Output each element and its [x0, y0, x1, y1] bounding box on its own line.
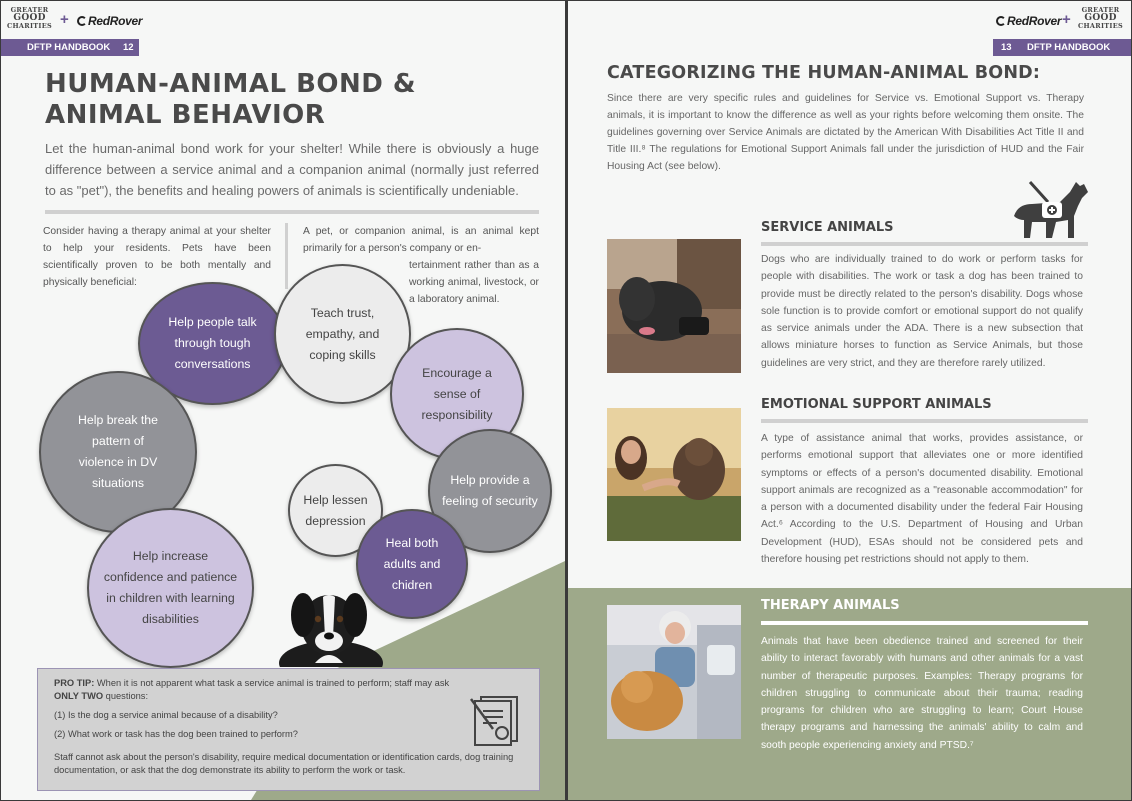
circle-encourage: Encourage a sense of responsibility: [390, 328, 524, 460]
circle-confidence: Help increase confidence and patience in children with learning disabilities: [87, 508, 254, 668]
circle-talk: Help people talk through tough conversations: [138, 282, 287, 405]
question-1: (1) Is the dog a service animal because of a disability?: [54, 710, 278, 720]
page-title: HUMAN-ANIMAL BOND & ANIMAL BEHAVIOR: [45, 69, 417, 130]
left-page: [1, 1, 565, 800]
companion-animal-paragraph-a: A pet, or companion animal, is an animal kept primarily for a person's company or en-: [303, 226, 539, 254]
pro-tip-closing: Staff cannot ask about the person's disability, require medical documentation or identification cards, dog training documentation, or ask that the dog demonstrate its ability to perform the work or task.: [54, 752, 514, 775]
therapy-dog-photo: [607, 605, 741, 739]
circle-lessen: Help lessen depression: [288, 464, 383, 557]
emotional-support-text: A type of assistance animal that works, provides assistance, or performs emotional support that alleviates one or more identified symptoms or effects of a person's documented disability. Emotional support animals are recognized as a "reasonable accommodation" for a person with a documented disability under the federal Fair Housing Act.⁶ According to the U.S. Department of Housing and Urban Development (HUD), ESAs should not be considered pets and therefore housing pet restrictions should not apply to them.: [761, 433, 1083, 566]
service-dog-photo: [607, 239, 741, 373]
handbook-label: DFTP HANDBOOK: [27, 42, 111, 53]
logo-plus: +: [60, 11, 69, 28]
therapy-animals-rule: [761, 621, 1088, 625]
right-page: [568, 1, 1131, 800]
page-title: CATEGORIZING THE HUMAN-ANIMAL BOND:: [607, 63, 1041, 83]
only-two-label: ONLY TWO: [54, 691, 104, 701]
redrover-logo: RedRover: [77, 14, 142, 28]
service-animals-text: Dogs who are individually trained to do work or perform tasks for people with disabilities. The work or task a dog has been trained to provide must be directly related to the person's disability. Dogs whose sole function is to provide comfort or emotional support do not qualify as service animals under the ADA. There is a new subsection that allows miniature horses to function as Service Animals, but those guidelines are very strict, and they are therefore rarely utilized.: [761, 254, 1083, 369]
service-dog-icon: [1008, 176, 1092, 242]
circle-heal: Heal both adults and chidren: [356, 509, 468, 619]
circle-security: Help provide a feeling of security: [428, 429, 552, 553]
handbook-label: DFTP HANDBOOK: [1027, 42, 1111, 53]
page-header-bar: [1, 39, 139, 56]
dog-photo: [269, 567, 389, 667]
emotional-support-heading: EMOTIONAL SUPPORT ANIMALS: [761, 397, 992, 412]
emotional-support-rule: [761, 419, 1088, 423]
circle-teach: Teach trust, empathy, and coping skills: [274, 264, 411, 404]
redrover-logo: RedRover: [996, 14, 1061, 28]
therapy-animals-text: Animals that have been obedience trained and screened for their ability to interact favorably with humans and other animals for a vast number of therapeutic purposes. Examples: Therapy programs for children struggling to communicate about their trauma; reading programs for children who are struggling to learn; Court House therapy programs and harnessing the animals' ability to calm and sooth people experiencing anxiety and PTSD.⁷: [761, 636, 1083, 751]
companion-animal-paragraph-b: tertainment rather than as a working animal, livestock, or a laboratory animal.: [409, 260, 539, 305]
intro-paragraph: Since there are very specific rules and guidelines for Service vs. Emotional Support vs. Therapy animals, it is important to know the difference as well as your rights before welcoming them onsite. The guidelines governing over Service Animals are dictated by the American With Disabilities Act Title II and Title III.⁸ The regulations for Emotional Support Animals fall under the jurisdiction of HUD and the Fair Housing Act (see below).: [607, 93, 1084, 172]
emotional-support-photo: [607, 408, 741, 541]
page-number: 12: [123, 42, 134, 53]
service-animals-rule: [761, 242, 1088, 246]
service-animals-heading: SERVICE ANIMALS: [761, 220, 894, 235]
therapy-animal-paragraph: Consider having a therapy animal at your shelter to help your residents. Pets have been scientifically proven to be both mentally and physically beneficial:: [43, 226, 271, 288]
greater-good-charities-logo: GREATER GOOD CHARITIES: [1078, 6, 1124, 30]
therapy-animals-heading: THERAPY ANIMALS: [761, 598, 900, 613]
intro-paragraph: Let the human-animal bond work for your shelter! While there is obviously a huge difference between a service animal and a companion animal (normally just referred to as "pet"), the benefits and healing powers of animals is scientifically undeniable.: [45, 141, 539, 198]
divider: [45, 210, 539, 214]
page-header-bar: [993, 39, 1131, 56]
pro-tip-label: PRO TIP:: [54, 678, 95, 688]
question-2: (2) What work or task has the dog been trained to perform?: [54, 729, 298, 739]
greater-good-charities-logo: GREATER GOOD CHARITIES: [7, 6, 53, 30]
column-divider: [285, 223, 288, 289]
circle-break: Help break the pattern of violence in DV situations: [39, 371, 197, 533]
page-number: 13: [1001, 42, 1012, 53]
documents-icon: [469, 695, 523, 747]
pro-tip-box: PRO TIP: When it is not apparent what task a service animal is trained to perform; staff may ask ONLY TWO questions: (1) Is the dog a service animal because of a disability? (2) What work or task has the dog been trained to perform? Staff cannot ask about the person's disability, require medical documentation or identification cards, dog training documentation, or ask that the dog demonstrate its ability to perform the work or task.: [37, 668, 540, 791]
logo-plus: +: [1062, 11, 1071, 28]
